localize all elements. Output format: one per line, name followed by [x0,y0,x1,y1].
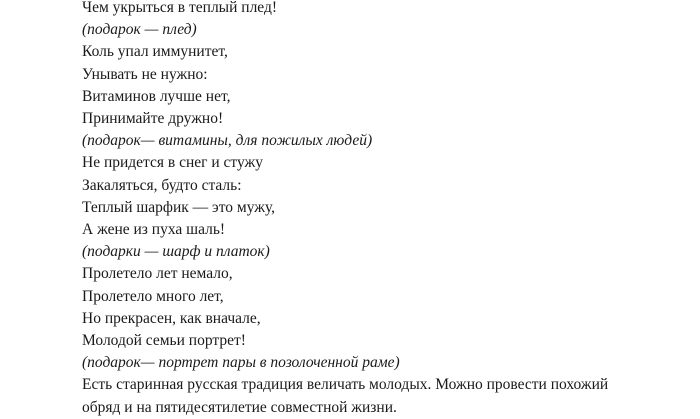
gift-note: (подарки — шарф и платок) [82,243,270,261]
gift-note: (подарок — плед) [82,21,197,39]
verse-line: Теплый шарфик — это мужу, [82,198,276,216]
verse-line: А жене из пуха шаль! [82,221,226,239]
paragraph-line-1: Есть старинная русская традиция величать молодых. Можно провести похожий [82,376,609,394]
verse-line: Пролетело много лет, [82,287,224,305]
verse-line: Витаминов лучше нет, [82,87,231,105]
verse-line: Коль упал иммунитет, [82,43,228,61]
verse-line: Пролетело лет немало, [82,265,233,283]
verse-line: Молодой семьи портрет! [82,332,246,350]
verse-line: Закаляться, будто сталь: [82,176,242,194]
poem-text-block [82,0,692,419]
paragraph-line-2: обряд и на пятидесятилетие совместной жизни. [82,398,397,416]
gift-note: (подарок— витамины, для пожилых людей) [82,132,373,150]
verse-line: Унывать не нужно: [82,65,208,83]
verse-line: Но прекрасен, как вначале, [82,309,261,327]
verse-line: Принимайте дружно! [82,110,224,128]
verse-line: Не придется в снег и стужу [82,154,264,172]
gift-note: (подарок— портрет пары в позолоченной раме) [82,354,400,372]
verse-line: Чем укрыться в теплый плед! [82,0,278,16]
